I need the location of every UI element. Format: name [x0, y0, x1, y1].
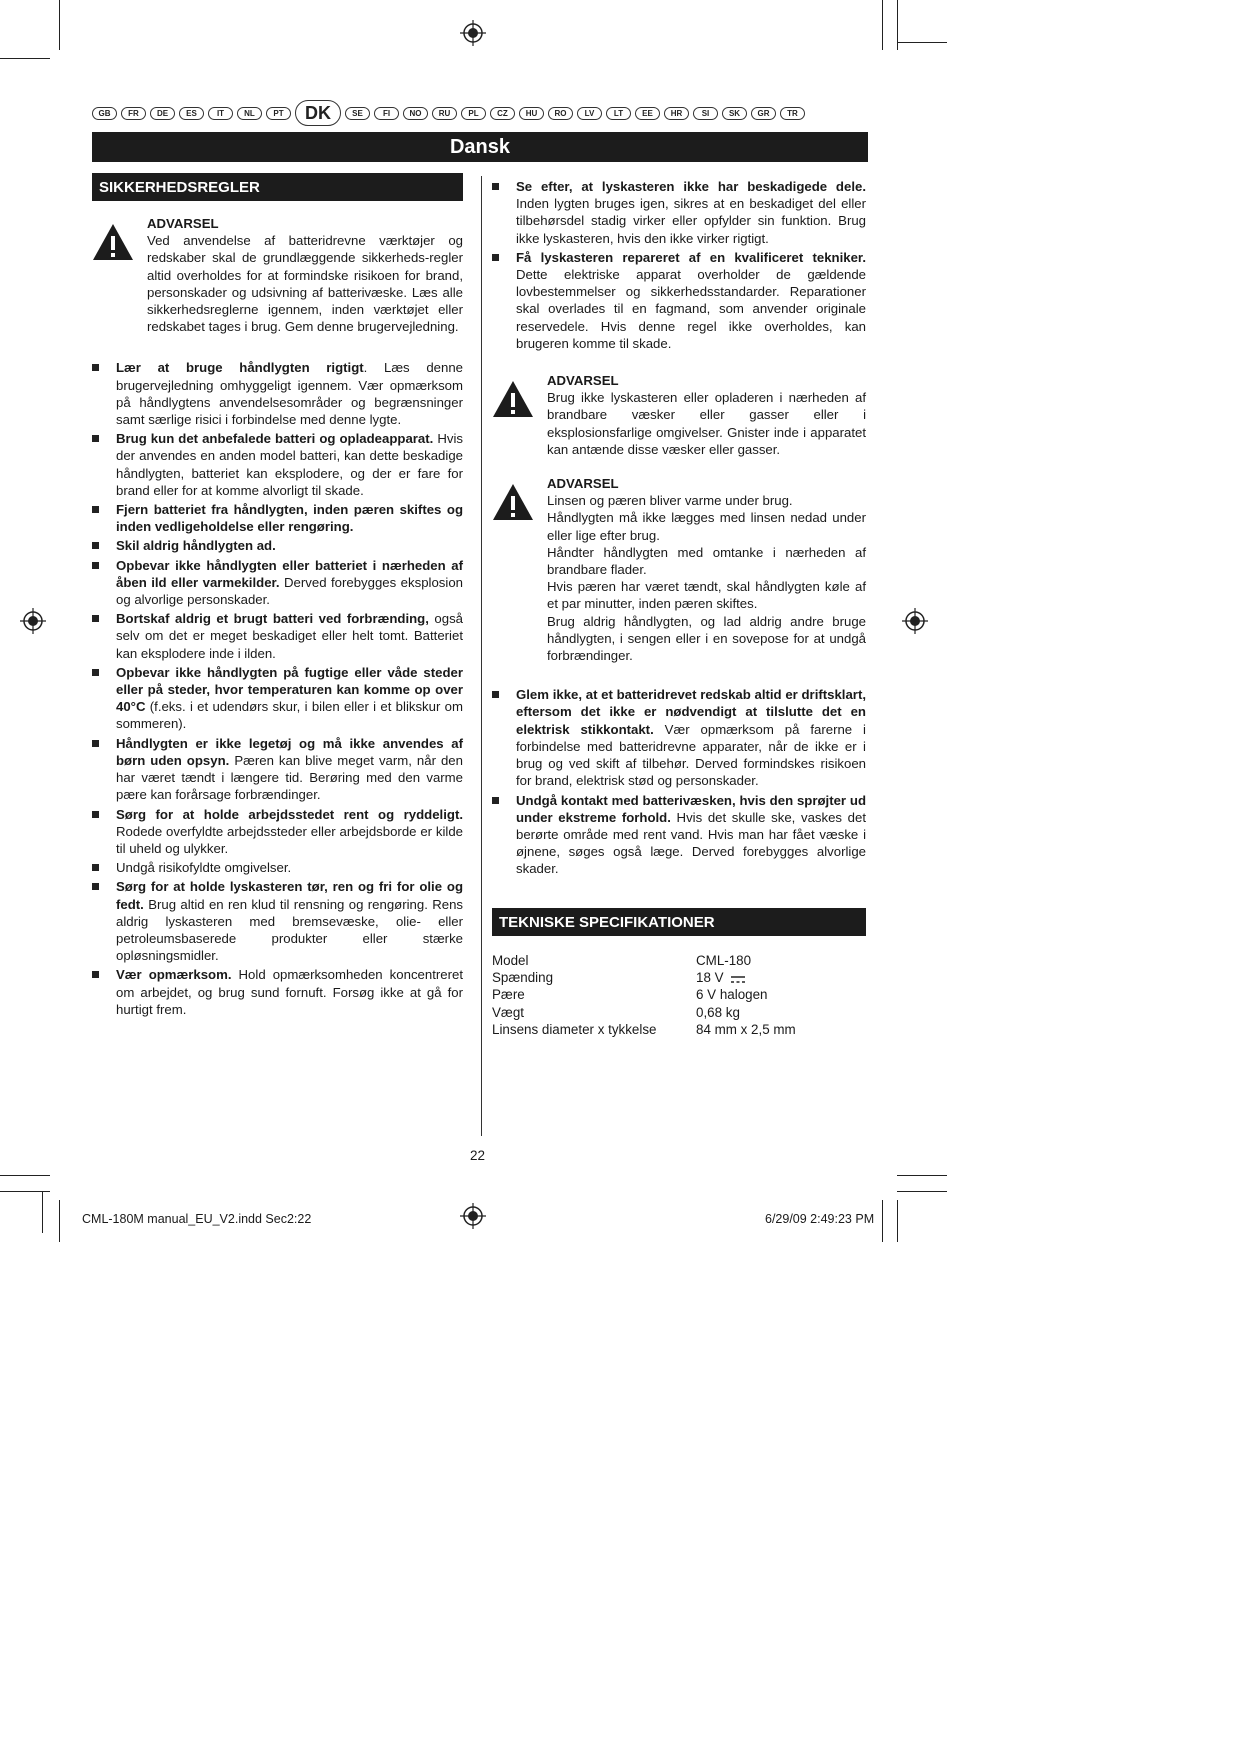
- language-tab-tr[interactable]: TR: [780, 107, 805, 120]
- bullet-square-icon: [92, 506, 99, 513]
- list-item-text: Hvis det skulle ske, vaskes det berørte område med rent vand. Hvis man har fået væske i øjnene, søges også læge. Derved forebygges alvorlige skader.: [516, 809, 866, 877]
- language-tab-fi[interactable]: FI: [374, 107, 399, 120]
- list-item: [92, 430, 463, 499]
- crop-mark: [0, 58, 50, 59]
- list-item: [92, 859, 463, 876]
- section-title-specs: TEKNISKE SPECIFIKATIONER: [492, 908, 866, 936]
- language-tab-pt[interactable]: PT: [266, 107, 291, 120]
- bullet-square-icon: [92, 542, 99, 549]
- list-item-text: også selv om det er meget beskadiget eller helt tomt. Batteriet kan eksplodere inde i ilden.: [116, 611, 464, 661]
- list-item: [92, 966, 463, 1018]
- safety-bullet-list: [92, 359, 463, 1018]
- spec-label: Spænding: [492, 970, 554, 986]
- spec-table: [492, 952, 796, 1038]
- language-tab-sk[interactable]: SK: [722, 107, 747, 120]
- safety-bullet-list: [492, 178, 866, 352]
- crop-mark: [882, 1200, 883, 1242]
- list-item: [492, 686, 866, 789]
- bullet-square-icon: [92, 883, 99, 890]
- dc-symbol-icon: [730, 974, 746, 984]
- language-tab-fr[interactable]: FR: [121, 107, 146, 120]
- spec-label: Vægt: [492, 1004, 525, 1020]
- list-item-text: . Læs denne brugervejledning omhyggeligt igennem. Vær opmærksom på håndlygtens anvendelsesområder og begrænsninger samt særlige risici i forbindelse med denne lygte.: [116, 360, 463, 428]
- spec-value: 6 V halogen: [696, 987, 768, 1003]
- language-tab-gb[interactable]: GB: [92, 107, 117, 120]
- crop-mark: [42, 1191, 43, 1233]
- list-item-text: Undgå risikofyldte omgivelser.: [116, 860, 292, 876]
- list-item: [92, 664, 463, 733]
- spec-value: 84 mm x 2,5 mm: [696, 1021, 796, 1037]
- crop-mark: [59, 1200, 60, 1242]
- warning-line: Linsen og pæren bliver varme under brug.: [547, 493, 793, 509]
- language-tab-se[interactable]: SE: [345, 107, 370, 120]
- page-title: Dansk: [92, 132, 868, 162]
- list-item: [492, 249, 866, 352]
- registration-mark-icon: [902, 608, 928, 634]
- crop-mark: [882, 0, 883, 50]
- language-tab-ee[interactable]: EE: [635, 107, 660, 120]
- warning-block: [492, 372, 866, 458]
- language-tab-ro[interactable]: RO: [548, 107, 573, 120]
- bullet-square-icon: [92, 864, 99, 871]
- list-item: [92, 537, 463, 554]
- list-item: [92, 359, 463, 428]
- list-item-heading: Brug kun det anbefalede batteri og opladeapparat.: [116, 431, 434, 447]
- crop-mark: [59, 0, 60, 50]
- spec-row: [492, 986, 796, 1003]
- list-item-heading: Opbevar ikke håndlygten eller batteriet i nærheden af åben ild eller varmekilder.: [116, 557, 463, 590]
- bullet-square-icon: [92, 364, 99, 371]
- list-item-text: Vær opmærksom på farerne i forbindelse med batteridrevne apparater, når de ikke er i brug og ved skift af tilbehør. Derved formindskes risikoen for brand, elektrisk stød og personskader.: [516, 721, 866, 789]
- spec-value: [696, 969, 746, 986]
- language-tab-lv[interactable]: LV: [577, 107, 602, 120]
- warning-heading: ADVARSEL: [147, 216, 219, 231]
- list-item-heading: Fjern batteriet fra håndlygten, inden pæren skiftes og inden vedligeholdelse eller rengøring.: [116, 502, 463, 535]
- warning-icon: [492, 380, 534, 418]
- spec-row: [492, 952, 796, 969]
- list-item-text: Inden lygten bruges igen, sikres at en beskadiget del eller tilbehørsdel stadig virker eller opfylder sin funktion. Brug ikke lyskasteren, hvis den ikke virker rigtigt.: [516, 196, 866, 246]
- list-item-heading: Lær at bruge håndlygten rigtigt: [116, 360, 364, 376]
- list-item: [92, 557, 463, 609]
- language-tab-nl[interactable]: NL: [237, 107, 262, 120]
- footer-filename: CML-180M manual_EU_V2.indd Sec2:22: [82, 1212, 312, 1226]
- spec-label: Model: [492, 953, 529, 968]
- warning-block: [492, 475, 866, 664]
- spec-row: [492, 1004, 796, 1021]
- language-tab-cz[interactable]: CZ: [490, 107, 515, 120]
- warning-icon: [492, 483, 534, 521]
- warning-text: Ved anvendelse af batteridrevne værktøjer og redskaber skal de grundlæggende sikkerheds-regler altid overholdes for at formindske risikoen for brand, personskader og udsivning af batterivæske. Læs alle sikkerhedsreglerne igennem, inden værktøjet eller redskabet tages i brug. Gem denne brugervejledning.: [147, 233, 463, 335]
- spec-row: [492, 969, 796, 986]
- crop-mark: [897, 1175, 947, 1176]
- list-item: [92, 878, 463, 964]
- warning-line: Brug aldrig håndlygten, og lad aldrig andre bruge håndlygten, i sengen eller i en sovepose for at undgå forbrændinger.: [547, 613, 866, 664]
- bullet-square-icon: [92, 435, 99, 442]
- bullet-square-icon: [92, 740, 99, 747]
- list-item-text: Derved forebygges eksplosion og alvorlige personskader.: [116, 574, 463, 608]
- list-item: [92, 806, 463, 858]
- spec-label: Linsens diameter x tykkelse: [492, 1021, 657, 1037]
- bullet-square-icon: [492, 254, 499, 261]
- bullet-square-icon: [492, 691, 499, 698]
- warning-line: Hvis pæren har været tændt, skal håndlygten køle af et par minutter, inden pæren skiftes.: [547, 579, 866, 612]
- list-item-heading: Vær opmærksom.: [116, 967, 232, 983]
- list-item-heading: Sørg for at holde lyskasteren tør, ren og fri for olie og fedt.: [116, 879, 463, 912]
- warning-line: Håndlygten må ikke lægges med linsen nedad under eller lige efter brug.: [547, 510, 866, 543]
- bullet-square-icon: [492, 183, 499, 190]
- list-item-heading: Få lyskasteren repareret af en kvalificeret tekniker.: [516, 249, 866, 265]
- warning-block: [92, 215, 463, 335]
- list-item-heading: Undgå kontakt med batterivæsken, hvis den sprøjter ud under ekstreme forhold.: [516, 792, 866, 825]
- footer-timestamp: 6/29/09 2:49:23 PM: [765, 1212, 875, 1226]
- list-item: [92, 735, 463, 804]
- bullet-square-icon: [92, 615, 99, 622]
- list-item-heading: Opbevar ikke håndlygten på fugtige eller våde steder eller på steder, hvor temperaturen kan komme op over 40°C: [116, 664, 463, 715]
- left-column: [92, 215, 463, 1020]
- list-item-heading: Skil aldrig håndlygten ad.: [116, 538, 276, 554]
- registration-mark-icon: [460, 20, 486, 46]
- language-tab-es[interactable]: ES: [179, 107, 204, 120]
- warning-line: Håndter håndlygten med omtanke i nærheden af brandbare flader.: [547, 544, 866, 578]
- right-column: [492, 178, 866, 880]
- list-item: [92, 610, 463, 662]
- language-tab-it[interactable]: IT: [208, 107, 233, 120]
- bullet-square-icon: [92, 562, 99, 569]
- warning-icon: [92, 223, 134, 261]
- safety-bullet-list: [492, 686, 866, 877]
- language-tab-gr[interactable]: GR: [751, 107, 776, 120]
- bullet-square-icon: [92, 971, 99, 978]
- language-tab-dk[interactable]: DK: [295, 100, 341, 126]
- spec-value: 0,68 kg: [696, 1004, 740, 1020]
- column-divider: [481, 176, 482, 1136]
- list-item-heading: Sørg for at holde arbejdsstedet rent og ryddeligt.: [116, 806, 463, 822]
- list-item: [92, 501, 463, 535]
- spec-label: Pære: [492, 987, 525, 1003]
- list-item: [492, 792, 866, 878]
- language-tab-hr[interactable]: HR: [664, 107, 689, 120]
- language-tab-pl[interactable]: PL: [461, 107, 486, 120]
- language-tab-de[interactable]: DE: [150, 107, 175, 120]
- spec-value-text: 18 V: [696, 970, 724, 986]
- language-tab-si[interactable]: SI: [693, 107, 718, 120]
- list-item-heading: Se efter, at lyskasteren ikke har beskadigede dele.: [516, 179, 866, 194]
- crop-mark: [0, 1175, 50, 1176]
- registration-mark-icon: [20, 608, 46, 634]
- bullet-square-icon: [92, 811, 99, 818]
- crop-mark: [897, 1200, 898, 1242]
- language-tab-ru[interactable]: RU: [432, 107, 457, 120]
- list-item-text: Hvis der anvendes en anden model batteri, kan dette beskadige håndlygten, batteriet kan eksplodere, og der er fare for brand eller for at komme alvorligt til skade.: [116, 431, 463, 498]
- page-number: 22: [470, 1148, 486, 1163]
- registration-mark-icon: [460, 1203, 486, 1229]
- warning-heading: ADVARSEL: [547, 476, 619, 492]
- list-item-text: Pæren kan blive meget varm, når den har været tændt i længere tid. Berøring med den varme pære kan forårsage forbrændinger.: [116, 752, 463, 803]
- section-title-safety: SIKKERHEDSREGLER: [92, 173, 463, 201]
- warning-text: Brug ikke lyskasteren eller opladeren i nærheden af brandbare væsker eller gasser eller i eksplosionsfarlige omgivelser. Gnister inde i apparatet kan antænde disse væsker eller gasser.: [547, 390, 866, 457]
- language-tab-lt[interactable]: LT: [606, 107, 631, 120]
- list-item-heading: Håndlygten er ikke legetøj og må ikke anvendes af børn uden opsyn.: [116, 735, 463, 768]
- bullet-square-icon: [92, 669, 99, 676]
- list-item: [492, 178, 866, 247]
- language-tab-hu[interactable]: HU: [519, 107, 544, 120]
- list-item-heading: Glem ikke, at et batteridrevet redskab altid er driftsklart, eftersom det ikke er nødvendigt at tilslutte det en elektrisk stikkontakt.: [516, 687, 866, 737]
- bullet-square-icon: [492, 797, 499, 804]
- spec-value: CML-180: [696, 953, 752, 968]
- list-item-text: Dette elektriske apparat overholder de gældende lovbestemmelser og sikkerhedsstandarder. Reparationer skal overlades til en fagmand, som anvender originale reservedele. Hvis denne regel ikke overholdes, kan brugeren komme til skade.: [516, 267, 866, 351]
- language-tab-no[interactable]: NO: [403, 107, 428, 120]
- spec-row: [492, 1021, 796, 1038]
- list-item-text: Hold opmærksomheden koncentreret om arbejdet, og brug sund fornuft. Forsøg ikke at gå for hurtigt frem.: [116, 967, 463, 1017]
- list-item-text: Rodede overfyldte arbejdssteder eller arbejdsborde er kilde til uheld og ulykker.: [116, 823, 463, 856]
- crop-mark: [897, 42, 947, 43]
- list-item-heading: Bortskaf aldrig et brugt batteri ved forbrænding,: [116, 611, 429, 627]
- warning-heading: ADVARSEL: [547, 373, 619, 389]
- list-item-text: (f.eks. i et udendørs skur, i bilen eller i et blikskur om sommeren).: [116, 699, 463, 732]
- list-item-text: Brug altid en ren klud til rensning og rengøring. Rens aldrig lyskasteren med bremsevæske, olie- eller petroleumsbaserede produkter eller stærke opløsningsmidler.: [116, 896, 463, 964]
- language-bar: [92, 100, 862, 126]
- crop-mark: [897, 1191, 947, 1192]
